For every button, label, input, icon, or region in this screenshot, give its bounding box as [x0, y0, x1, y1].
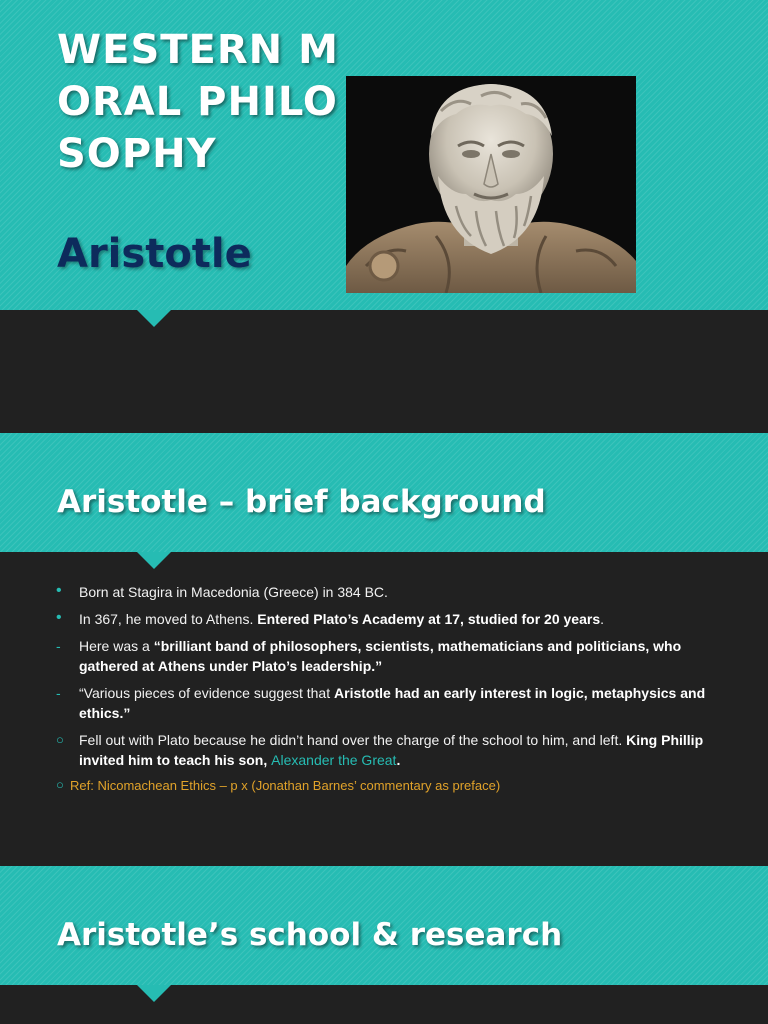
bullet-dash-icon: -: [56, 638, 61, 654]
slide3-notch: [137, 985, 171, 1002]
slide1-notch: [137, 310, 171, 327]
list-item: • In 367, he moved to Athens. Entered Plato’s Academy at 17, studied for 20 years.: [56, 609, 605, 627]
list-item: - Here was a “brilliant band of philosophers, scientists, mathematicians and politicians, who gathered at Athens under Plato’s leadership.”: [56, 638, 682, 674]
slide2-title: Aristotle – brief background: [57, 484, 546, 520]
reference-note: Ref: Nicomachean Ethics – p x (Jonathan Barnes’ commentary as preface): [70, 778, 501, 793]
bullet-dot-icon: •: [56, 582, 62, 599]
bullet-dash-icon: -: [56, 685, 61, 701]
slide2-bullet-list: [56, 582, 706, 803]
slide2-notch: [137, 552, 171, 569]
slide1-body: [0, 310, 768, 433]
bullet-dot-icon: •: [56, 609, 62, 626]
slide1-title: WESTERN MORAL PHILOSOPHY: [57, 27, 339, 177]
list-item: - “Various pieces of evidence suggest that Aristotle had an early interest in logic, metaphysics and ethics.”: [56, 685, 706, 721]
list-item: • Born at Stagira in Macedonia (Greece) in 384 BC.: [56, 582, 388, 600]
bullet-circle-icon: ○: [56, 777, 64, 792]
slide3-body: [0, 985, 768, 1024]
slide1-subtitle: Aristotle: [57, 231, 252, 277]
alexander-link[interactable]: Alexander the Great: [271, 752, 397, 768]
list-item: ○ Fell out with Plato because he didn’t hand over the charge of the school to him, and left. King Phillip invited him to teach his son, Alexander the Great.: [56, 732, 704, 768]
aristotle-bust-illustration: [346, 76, 636, 293]
list-item: [56, 775, 706, 796]
bullet-circle-icon: ○: [56, 732, 64, 747]
aristotle-bust-image: [346, 76, 636, 293]
slide3-title: Aristotle’s school & research: [57, 917, 563, 953]
